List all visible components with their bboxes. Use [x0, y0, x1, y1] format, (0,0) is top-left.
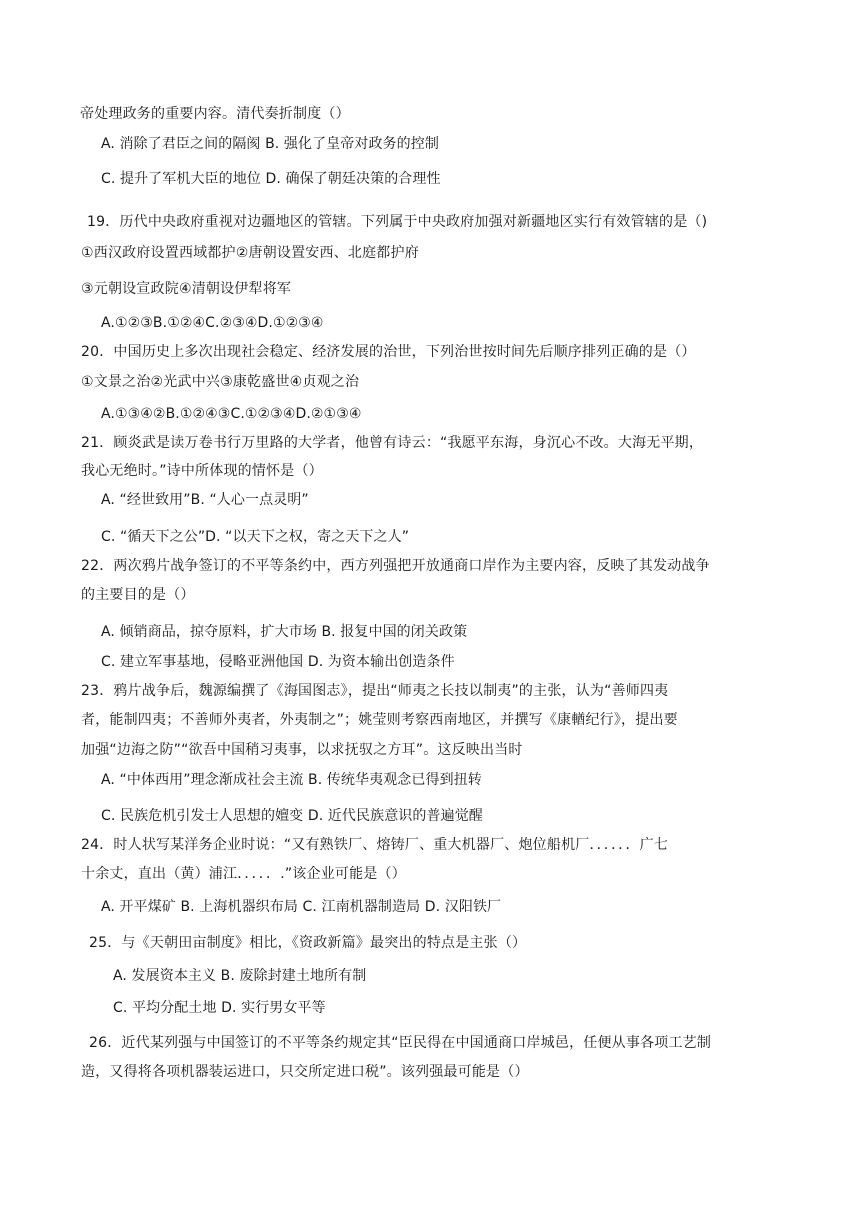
q19-items-1-2: ①西汉政府设置西域都护②唐朝设置安西、北庭都护府 [81, 245, 419, 261]
q18-options-ab: A. 消除了君臣之间的隔阂 B. 强化了皇帝对政务的控制 [101, 136, 439, 152]
q22-options-ab: A. 倾销商品，掠夺原料，扩大市场 B. 报复中国的闭关政策 [101, 624, 468, 640]
q20-items: ①文景之治②光武中兴③康乾盛世④贞观之治 [81, 374, 360, 390]
q22-options-cd: C. 建立军事基地，侵略亚洲他国 D. 为资本输出创造条件 [101, 654, 455, 670]
q22-stem: 22．两次鸦片战争签订的不平等条约中，西方列强把开放通商口岸作为主要内容，反映了其发动战争 [81, 558, 710, 574]
q18-stem-continued: 帝处理政务的重要内容。清代奏折制度（） [80, 106, 350, 122]
q19-stem: 19．历代中央政府重视对边疆地区的管辖。下列属于中央政府加强对新疆地区实行有效管辖的是（) [87, 214, 708, 230]
q23-stem-line2: 者，能制四夷；不善师外夷者，外夷制之”；姚莹则考察西南地区，并撰写《康輶纪行》，提出要 [81, 712, 678, 728]
q21-stem: 21．顾炎武是读万卷书行万里路的大学者，他曾有诗云：“我愿平东海，身沉心不改。大海无平期， [81, 435, 704, 451]
q20-options: A.①③④②B.①②④③C.①②③④D.②①③④ [101, 406, 362, 422]
q23-stem: 23．鸦片战争后，魏源编撰了《海国图志》，提出“师夷之长技以制夷”的主张，认为“善师四夷 [81, 683, 669, 699]
q24-options: A. 开平煤矿 B. 上海机器织布局 C. 江南机器制造局 D. 汉阳铁厂 [101, 899, 502, 915]
q26-stem-continued: 造，又得将各项机器装运进口，只交所定进口税”。该列强最可能是（） [81, 1064, 529, 1080]
q19-options: A.①②③B.①②④C.②③④D.①②③④ [101, 315, 324, 331]
q23-stem-line3: 加强“边海之防”“欲吾中国稍习夷事，以求抚驭之方耳”。这反映出当时 [81, 742, 523, 758]
q25-options-ab: A. 发展资本主义 B. 废除封建土地所有制 [113, 968, 367, 984]
q25-stem: 25．与《天朝田亩制度》相比，《资政新篇》最突出的特点是主张（） [89, 935, 527, 951]
q23-options-cd: C. 民族危机引发士人思想的嬗变 D. 近代民族意识的普遍觉醒 [101, 808, 483, 824]
q21-options-ab: A. “经世致用”B. “人心一点灵明” [101, 492, 309, 508]
q21-options-cd: C. “循天下之公”D. “以天下之权，寄之天下之人” [101, 529, 410, 545]
q24-stem-continued: 十余丈，直出（黄）浦江．．．．．.”该企业可能是（） [81, 866, 406, 882]
q20-stem: 20．中国历史上多次出现社会稳定、经济发展的治世，下列治世按时间先后顺序排列正确的是（） [81, 344, 696, 360]
q21-stem-continued: 我心无绝时。”诗中所体现的情怀是（） [81, 463, 323, 479]
q22-stem-continued: 的主要目的是（） [81, 587, 195, 603]
q23-options-ab: A. “中体西用”理念渐成社会主流 B. 传统华夷观念已得到扭转 [101, 772, 482, 788]
q19-items-3-4: ③元朝设宣政院④清朝设伊犁将军 [81, 281, 292, 297]
q18-options-cd: C. 提升了军机大臣的地位 D. 确保了朝廷决策的合理性 [101, 171, 441, 187]
q24-stem: 24．时人状写某洋务企业时说：“又有熟铁厂、熔铸厂、重大机器厂、炮位船机厂．．．．．．广七 [81, 837, 669, 853]
q25-options-cd: C. 平均分配土地 D. 实行男女平等 [113, 1000, 326, 1016]
q26-stem: 26．近代某列强与中国签订的不平等条约规定其“臣民得在中国通商口岸城邑，任便从事各项工艺制 [89, 1035, 712, 1051]
